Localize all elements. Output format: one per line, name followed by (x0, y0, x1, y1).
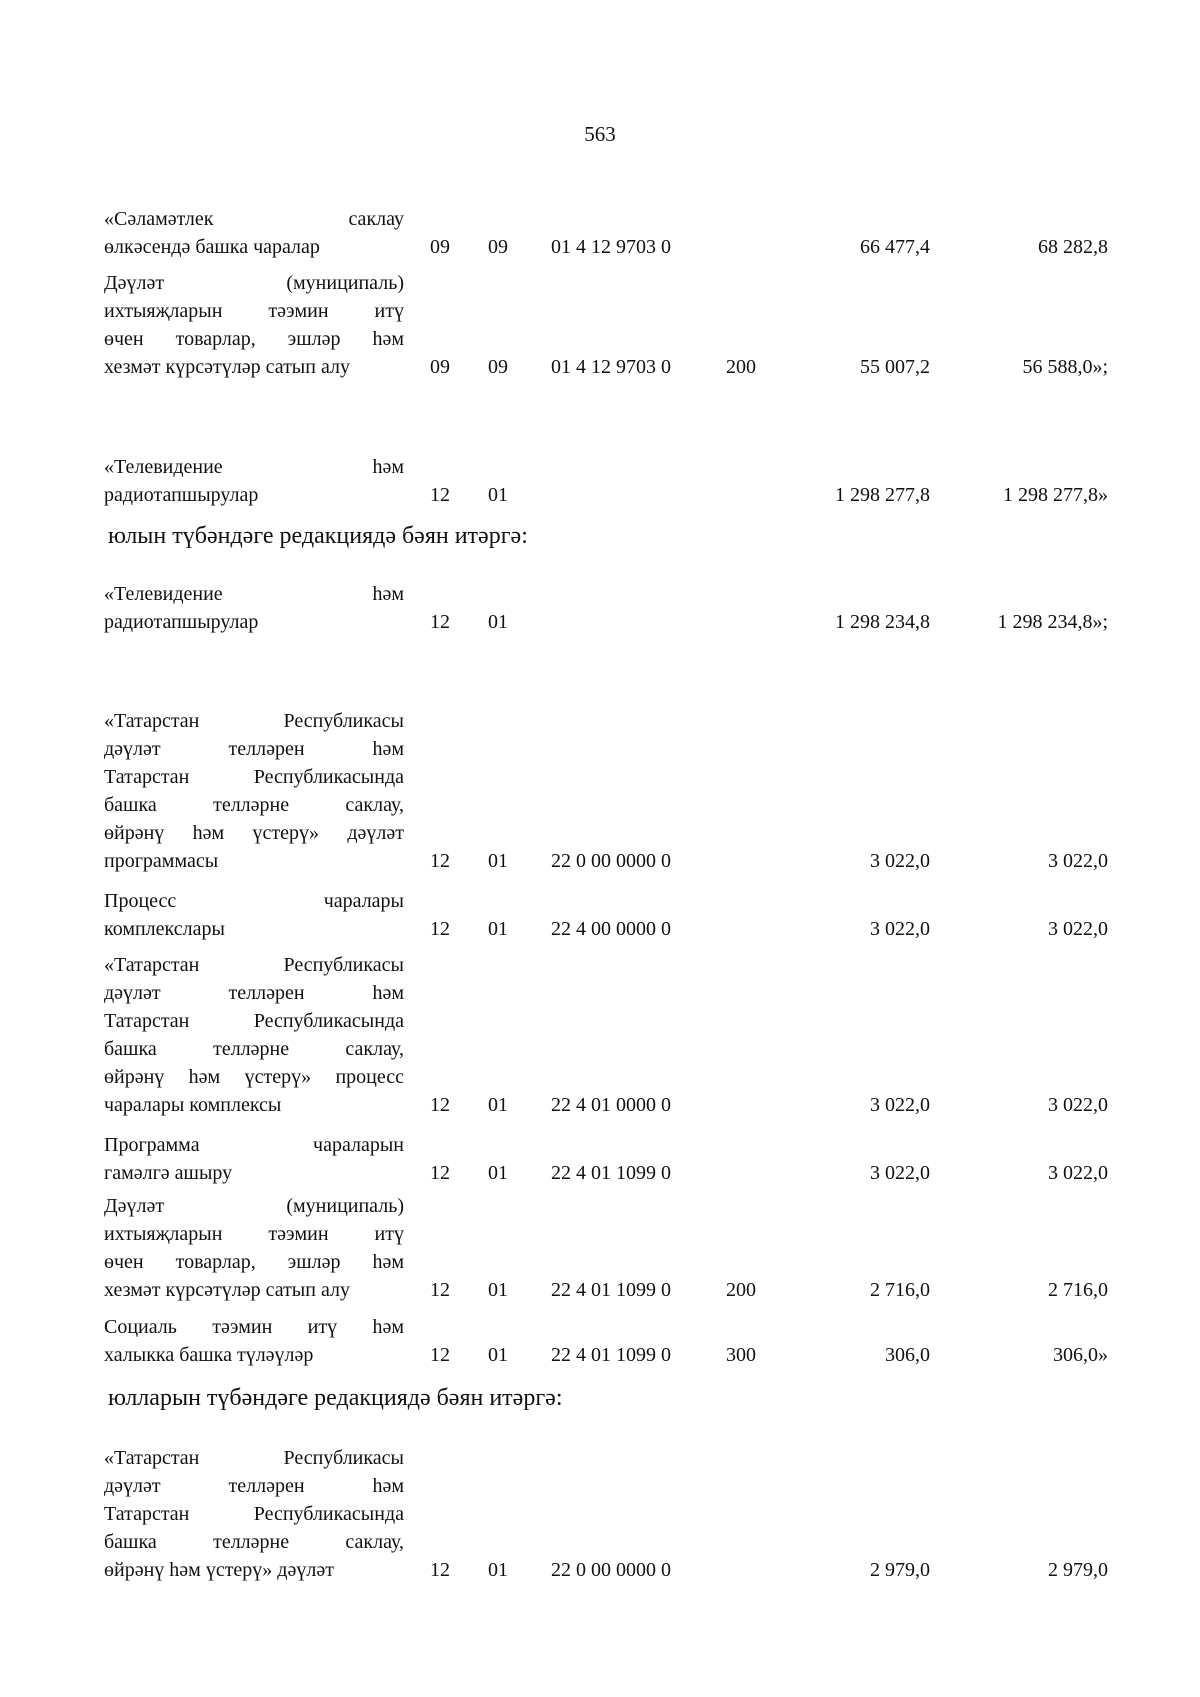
description-line: радиотапшырулар (104, 484, 259, 506)
row-description (104, 1313, 404, 1369)
description-line: башка телләрне саклау, (104, 794, 404, 816)
amount-year-2: 1 298 277,8» (1003, 484, 1108, 506)
description-line: Татарстан Республикасында (104, 1010, 404, 1032)
row-description (104, 887, 404, 943)
row-description (104, 269, 404, 381)
target-article-code: 22 4 01 1099 0 (551, 1162, 671, 1184)
subsection-code: 01 (488, 850, 508, 872)
target-article-code: 22 4 00 0000 0 (551, 918, 671, 940)
description-line: радиотапшырулар (104, 611, 259, 633)
page-number: 563 (584, 122, 616, 146)
subsection-code: 01 (488, 611, 508, 633)
expense-type-code: 200 (726, 1279, 756, 1301)
description-line: «Татарстан Республикасы (104, 954, 404, 976)
target-article-code: 22 4 01 0000 0 (551, 1094, 671, 1116)
amount-year-1: 3 022,0 (870, 1094, 930, 1116)
section-code: 09 (430, 356, 450, 378)
subsection-code: 01 (488, 484, 508, 506)
description-line: өйрәнү һәм үстерү» дәүләт (104, 1559, 334, 1581)
subsection-code: 01 (488, 918, 508, 940)
subsection-code: 01 (488, 1279, 508, 1301)
description-line: гамәлгә ашыру (104, 1162, 233, 1184)
amount-year-2: 2 716,0 (1048, 1279, 1108, 1301)
amount-year-2: 306,0» (1053, 1344, 1108, 1366)
description-line: башка телләрне саклау, (104, 1038, 404, 1060)
row-description (104, 205, 404, 261)
target-article-code: 01 4 12 9703 0 (551, 356, 671, 378)
row-description (104, 707, 404, 875)
instruction-text: юлын түбәндәге редакциядә бәян итәргә: (108, 523, 528, 549)
description-line: өчен товарлар, эшләр һәм (104, 1251, 404, 1273)
amount-year-2: 2 979,0 (1048, 1559, 1108, 1581)
subsection-code: 01 (488, 1559, 508, 1581)
row-description (104, 1192, 404, 1304)
subsection-code: 01 (488, 1094, 508, 1116)
description-line: Программа чараларын (104, 1134, 404, 1156)
section-code: 12 (430, 1094, 450, 1116)
row-description (104, 453, 404, 509)
amount-year-1: 66 477,4 (860, 236, 930, 258)
description-line: «Телевидение һәм (104, 456, 404, 478)
section-code: 12 (430, 1559, 450, 1581)
subsection-code: 09 (488, 236, 508, 258)
section-code: 12 (430, 1162, 450, 1184)
target-article-code: 22 4 01 1099 0 (551, 1344, 671, 1366)
amount-year-2: 3 022,0 (1048, 850, 1108, 872)
description-line: ихтыяҗларын тәэмин итү (104, 1223, 404, 1245)
description-line: хезмәт күрсәтүләр сатып алу (104, 1279, 350, 1301)
description-line: Дәүләт (муниципаль) (104, 272, 404, 294)
description-line: «Телевидение һәм (104, 583, 404, 605)
subsection-code: 01 (488, 1344, 508, 1366)
amount-year-1: 3 022,0 (870, 1162, 930, 1184)
description-line: башка телләрне саклау, (104, 1531, 404, 1553)
description-line: өлкәсендә башка чаралар (104, 236, 320, 258)
section-code: 12 (430, 850, 450, 872)
amount-year-1: 1 298 234,8 (835, 611, 930, 633)
amount-year-2: 56 588,0»; (1022, 356, 1108, 378)
description-line: өчен товарлар, эшләр һәм (104, 328, 404, 350)
description-line: Социаль тәэмин итү һәм (104, 1316, 404, 1338)
description-line: Татарстан Республикасында (104, 766, 404, 788)
amount-year-2: 3 022,0 (1048, 1094, 1108, 1116)
section-code: 12 (430, 611, 450, 633)
amount-year-1: 306,0 (885, 1344, 930, 1366)
amount-year-2: 68 282,8 (1038, 236, 1108, 258)
description-line: ихтыяҗларын тәэмин итү (104, 300, 404, 322)
amount-year-2: 3 022,0 (1048, 918, 1108, 940)
description-line: Дәүләт (муниципаль) (104, 1195, 404, 1217)
target-article-code: 01 4 12 9703 0 (551, 236, 671, 258)
target-article-code: 22 4 01 1099 0 (551, 1279, 671, 1301)
section-code: 12 (430, 1344, 450, 1366)
section-code: 12 (430, 918, 450, 940)
expense-type-code: 200 (726, 356, 756, 378)
description-line: программасы (104, 850, 219, 872)
subsection-code: 09 (488, 356, 508, 378)
description-line: комплекслары (104, 918, 225, 940)
description-line: Процесс чаралары (104, 890, 404, 912)
row-description (104, 580, 404, 636)
expense-type-code: 300 (726, 1344, 756, 1366)
row-description (104, 1131, 404, 1187)
description-line: хезмәт күрсәтүләр сатып алу (104, 356, 350, 378)
amount-year-1: 1 298 277,8 (835, 484, 930, 506)
section-code: 12 (430, 484, 450, 506)
description-line: «Татарстан Республикасы (104, 710, 404, 732)
instruction-text: юлларын түбәндәге редакциядә бәян итәргә: (108, 1385, 563, 1411)
amount-year-2: 3 022,0 (1048, 1162, 1108, 1184)
subsection-code: 01 (488, 1162, 508, 1184)
description-line: дәүләт телләрен һәм (104, 738, 404, 760)
amount-year-1: 55 007,2 (860, 356, 930, 378)
amount-year-2: 1 298 234,8»; (997, 611, 1108, 633)
description-line: дәүләт телләрен һәм (104, 982, 404, 1004)
description-line: өйрәнү һәм үстерү» процесс (104, 1066, 404, 1088)
description-line: дәүләт телләрен һәм (104, 1475, 404, 1497)
amount-year-1: 2 716,0 (870, 1279, 930, 1301)
amount-year-1: 3 022,0 (870, 918, 930, 940)
description-line: «Сәламәтлек саклау (104, 208, 404, 230)
amount-year-1: 2 979,0 (870, 1559, 930, 1581)
description-line: «Татарстан Республикасы (104, 1447, 404, 1469)
target-article-code: 22 0 00 0000 0 (551, 1559, 671, 1581)
section-code: 09 (430, 236, 450, 258)
description-line: чаралары комплексы (104, 1094, 282, 1116)
amount-year-1: 3 022,0 (870, 850, 930, 872)
description-line: халыкка башка түләүләр (104, 1344, 314, 1366)
section-code: 12 (430, 1279, 450, 1301)
description-line: өйрәнү һәм үстерү» дәүләт (104, 822, 404, 844)
row-description (104, 1444, 404, 1584)
description-line: Татарстан Республикасында (104, 1503, 404, 1525)
target-article-code: 22 0 00 0000 0 (551, 850, 671, 872)
row-description (104, 951, 404, 1119)
